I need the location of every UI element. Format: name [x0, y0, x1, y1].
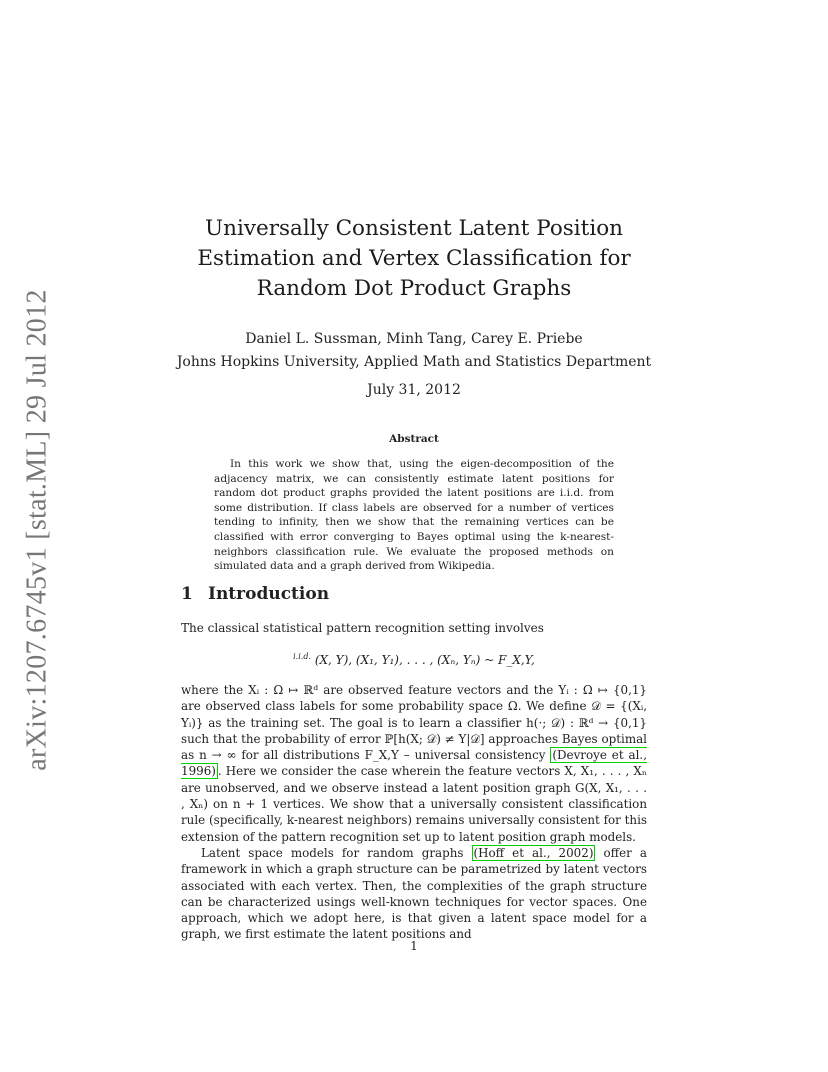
- paragraph-2a: where the Xᵢ : Ω ↦ ℝᵈ are observed feature vectors and the Yᵢ : Ω ↦ {0,1} are observed class labels for some probability space Ω. We define 𝒟 = {(Xᵢ, Yᵢ)} as the training set. The goal is to learn a classifier h(·; 𝒟) : ℝᵈ → {0,1} such that the probability of error ℙ[h(X; 𝒟) ≠ Y|𝒟] approaches Bayes optimal as n → ∞ for all distributions F_X,Y – universal consistency: [181, 683, 647, 763]
- citation-link[interactable]: (Devroye et al., 1996): [181, 748, 647, 779]
- paragraph-3: [181, 845, 647, 943]
- author-block: [150, 328, 678, 374]
- intro-line: The classical statistical pattern recognition setting involves: [181, 621, 544, 635]
- section-number: 1: [181, 584, 193, 604]
- section-title: Introduction: [208, 584, 330, 604]
- equation: [181, 646, 647, 671]
- arxiv-stamp: [16, 289, 60, 771]
- abstract-heading: Abstract: [389, 433, 439, 445]
- affiliation: Johns Hopkins University, Applied Math and Statistics Department: [176, 354, 652, 370]
- title-line: Estimation and Vertex Classification for: [197, 246, 631, 271]
- equation-over: i.i.d.: [293, 652, 311, 661]
- paper-title: [150, 214, 678, 304]
- equation-body: (X, Y), (X₁, Y₁), . . . , (Xₙ, Yₙ) ~ F_X,Y,: [314, 653, 535, 667]
- citation-link[interactable]: (Hoff et al., 2002): [473, 845, 594, 860]
- body-text: [181, 682, 647, 943]
- page-number: 1: [410, 939, 418, 953]
- date: July 31, 2012: [367, 382, 461, 398]
- authors: Daniel L. Sussman, Minh Tang, Carey E. Priebe: [245, 331, 583, 347]
- arxiv-stamp-text: arXiv:1207.6745v1 [stat.ML] 29 Jul 2012: [22, 289, 54, 771]
- abstract-text: In this work we show that, using the eigen-decomposition of the adjacency matrix, we can consistently estimate latent positions for random dot product graphs provided the latent positions are i.i.d. from some distribution. If class labels are observed for a number of vertices tending to infinity, then we show that the remaining vertices can be classified with error converging to Bayes optimal using the k-nearest-neighbors classification rule. We evaluate the proposed methods on simulated data and a graph derived from Wikipedia.: [214, 458, 614, 573]
- paragraph-2b: . Here we consider the case wherein the feature vectors X, X₁, . . . , Xₙ are unobserved, and we observe instead a latent position graph G(X, X₁, . . . , Xₙ) on n + 1 vertices. We show that a universally consistent classification rule (specifically, k-nearest neighbors) remains universally consistent for this extension of the pattern recognition set up to latent position graph models.: [181, 764, 647, 844]
- paragraph-3a: Latent space models for random graphs: [201, 845, 472, 860]
- section-heading: [181, 584, 329, 604]
- title-line: Universally Consistent Latent Position: [205, 216, 623, 241]
- title-line: Random Dot Product Graphs: [256, 276, 572, 301]
- paragraph-3b: offer a framework in which a graph structure can be parametrized by latent vectors associated with each vertex. Then, the complexities of the graph structure can be characterized usings well-known techniques for vector spaces. One approach, which we adopt here, is that given a latent space model for a graph, we first estimate the latent positions and: [181, 845, 647, 942]
